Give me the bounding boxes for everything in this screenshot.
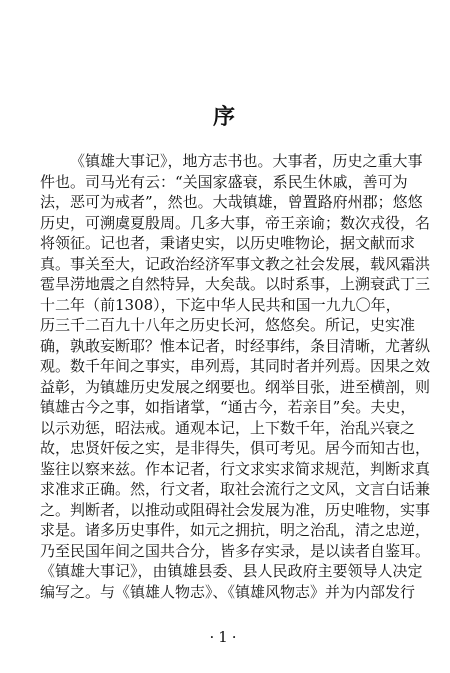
- text-line: 件也。司马光有云：“关国家盛衰，系民生休戚，善可为: [40, 172, 408, 191]
- text-line: 历史，可溯虞夏殷周。几多大事，帝王亲谕；数次戎役，名: [40, 213, 431, 232]
- text-line: 以示劝惩，昭法戒。通观本记，上下数千年，治乱兴衰之: [40, 418, 416, 437]
- text-line: 镇雄古今之事，如指诸掌，“通古今，若亲目”矣。夫史，: [40, 398, 416, 416]
- text-line: 乃至民国年间之国共合分，皆多存实录，是以读者自鉴耳。: [40, 541, 431, 560]
- text-line: 故，忠贤奸佞之实，是非得失，俱可考见。居今而知古也，: [40, 439, 431, 457]
- text-line: 鉴往以察来兹。作本记者，行文求实求简求规范，判断求真: [40, 459, 431, 478]
- text-line: 真。事关至大，记政治经济军事文教之社会发展，载风霜洪: [40, 254, 431, 273]
- text-line: 雹旱涝地震之自然特异，大矣哉。以时系事，上溯衰武丁三: [40, 275, 431, 293]
- text-line: 确，孰敢妄断耶？惟本记者，时经事纬，条目清晰，尤著纵: [40, 336, 431, 355]
- text-line: 历三千二百九十八年之历史长河，悠悠矣。所记，史实准: [40, 316, 416, 334]
- text-line: 将领征。记也者，秉诸史实，以历史唯物论，据文献而求: [40, 234, 416, 252]
- text-line: 法，恶可为戒者”，然也。大哉镇雄，曾置路府州郡；悠悠: [40, 193, 423, 211]
- text-line: 益彰，为镇雄历史发展之纲要也。纲举目张，进至横剖，则: [40, 377, 431, 396]
- text-line: 之。判断者，以推动或阻碍社会发展为准，历史唯物，实事: [40, 500, 431, 519]
- text-line: 求是。诸多历史事件，如元之拥抗，明之治乱，清之忠逆，: [40, 521, 431, 539]
- text-line: 观。数千年间之事实，串列焉，其同时者并列焉。因果之效: [40, 357, 431, 375]
- text-line: 编写之。与《镇雄人物志》、《镇雄风物志》并为内部发行: [40, 582, 416, 601]
- page-number: ·1·: [209, 628, 241, 646]
- text-line: 求准求正确。然，行文者，取社会流行之文风，文言白话兼: [40, 480, 431, 498]
- text-line: 十二年（前1308），下迄中华人民共和国一九九〇年，: [40, 295, 401, 314]
- text-line: 《镇雄大事记》，地方志书也。大事者，历史之重大事: [70, 152, 423, 170]
- page-title: 序: [212, 104, 237, 130]
- text-line: 《镇雄大事记》，由镇雄县委、县人民政府主要领导人决定: [40, 562, 423, 580]
- body-text: [40, 151, 438, 602]
